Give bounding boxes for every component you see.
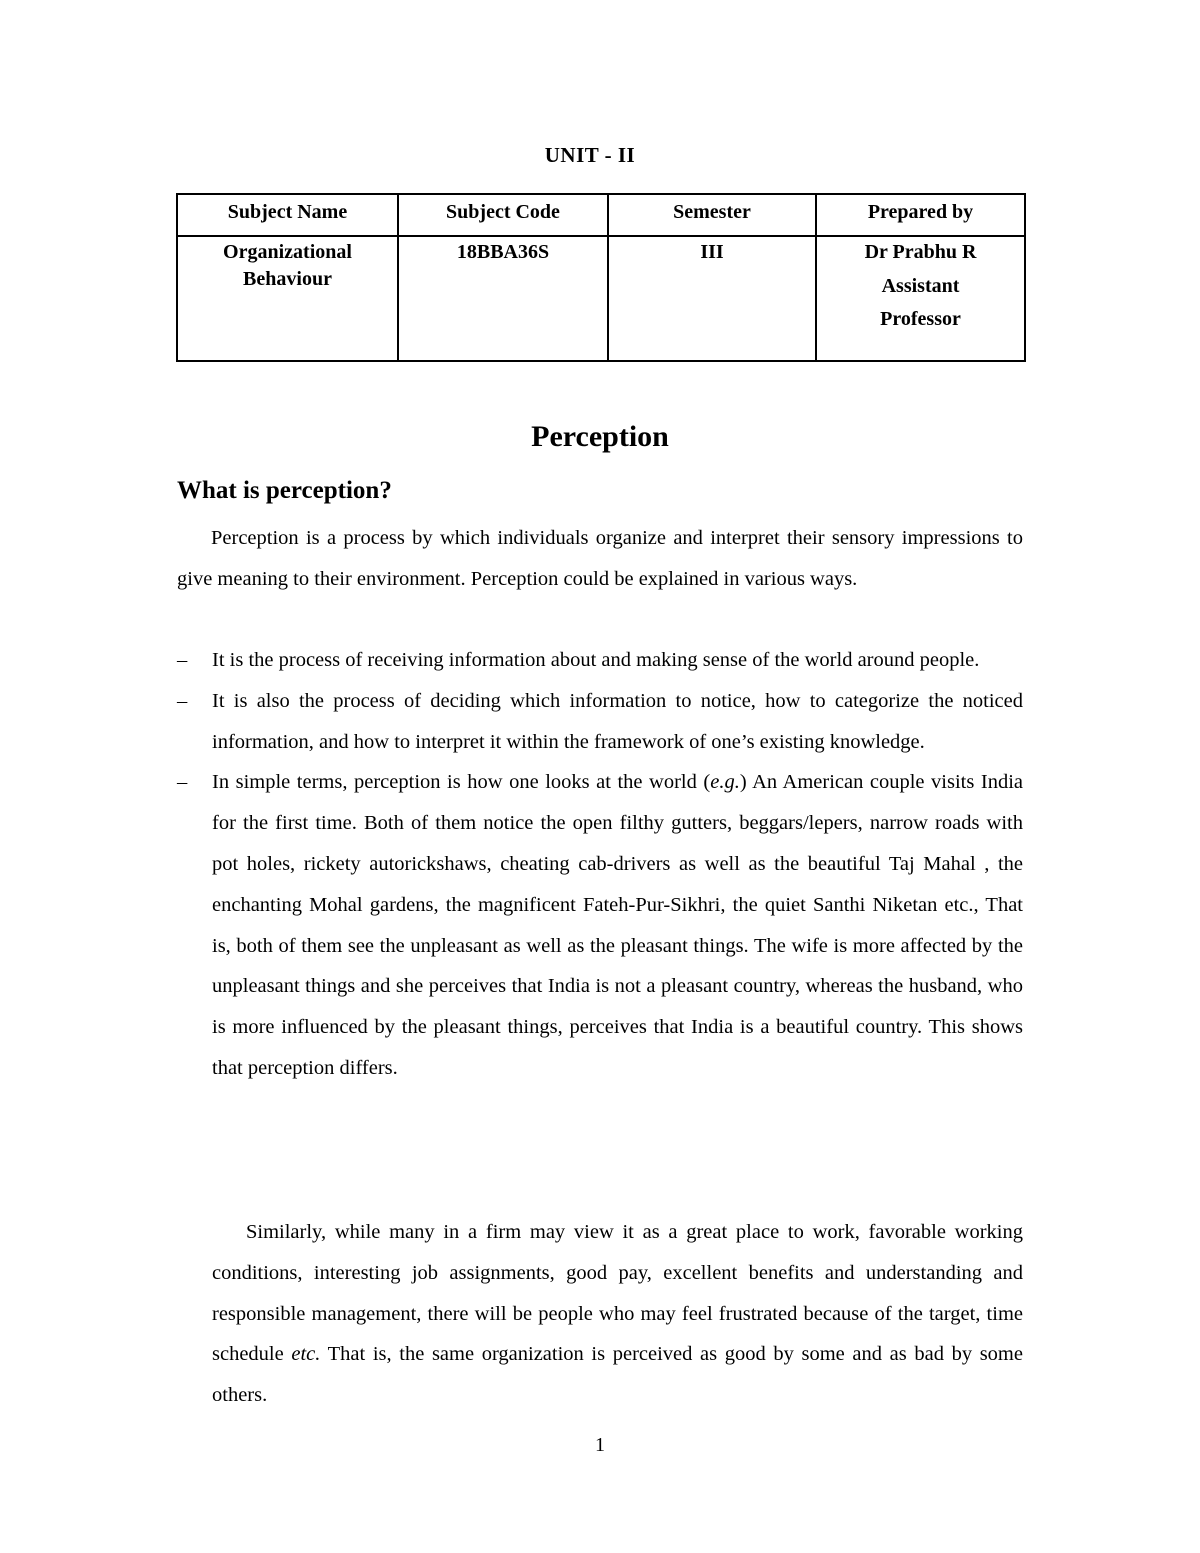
subject-info-table: [176, 193, 1026, 362]
prepared-by-line1: Dr Prabhu R: [864, 241, 977, 263]
closing-text-italic: etc.: [291, 1343, 321, 1366]
bullet-text: It is also the process of deciding which information to notice, how to categorize the noticed information, and how to interpret it within the framework of one’s existing knowledge.: [212, 689, 1023, 753]
cell-prepared-by: [816, 236, 1025, 361]
bullet-text: It is the process of receiving information about and making sense of the world around people.: [212, 649, 980, 671]
closing-text-end: That is, the same organization is perceived as good by some and as bad by some others.: [212, 1343, 1023, 1407]
unit-title: UNIT - II: [544, 143, 636, 167]
table-row: [177, 236, 1025, 361]
subject-name-line2: Behaviour: [243, 268, 332, 290]
prepared-by-line3: Professor: [880, 308, 961, 330]
semester: III: [700, 241, 724, 263]
cell-subject-name: [177, 236, 398, 361]
dash-marker: –: [177, 649, 188, 671]
list-item: [177, 640, 1023, 681]
table-header-row: [177, 194, 1025, 236]
dash-marker: –: [177, 689, 188, 712]
header-subject-code: Subject Code: [398, 194, 608, 236]
header-semester: Semester: [608, 194, 816, 236]
page-number: 1: [595, 1434, 605, 1456]
list-item: [177, 762, 1023, 1088]
list-item: [177, 681, 1023, 763]
header-prepared-by: Prepared by: [816, 194, 1025, 236]
closing-text-start: Similarly, while many in a firm may view it as a great place to work, favorable working conditions, interesting job assignments, good pay, excellent benefits and understanding and responsible management, there will be people who may feel frustrated because of the target, time schedule: [212, 1221, 1023, 1366]
bullet-text-start: In simple terms, perception is how one looks at the world (: [212, 771, 711, 794]
bullet-list: [177, 640, 1023, 1089]
header-subject-name: Subject Name: [177, 194, 398, 236]
intro-paragraph: Perception is a process by which individuals organize and interpret their sensory impressions to give meaning to their environment. Perception could be explained in various ways.: [177, 527, 1023, 590]
closing-paragraph: [212, 1212, 1023, 1416]
dash-marker: –: [177, 771, 188, 794]
bullet-text-end: ) An American couple visits India for the first time. Both of them notice the open filthy gutters, beggars/lepers, narrow roads with pot holes, rickety autorickshaws, cheating cab-drivers as well as the beautiful Taj Mahal , the enchanting Mohal gardens, the magnificent Fateh-Pur-Sikhri, the quiet Santhi Niketan etc., That is, both of them see the unpleasant as well as the pleasant things. The wife is more affected by the unpleasant things and she perceives that India is not a pleasant country, whereas the husband, who is more influenced by the pleasant things, perceives that India is a beautiful country. This shows that perception differs.: [212, 771, 1024, 1079]
cell-subject-code: [398, 236, 608, 361]
cell-semester: [608, 236, 816, 361]
main-heading: Perception: [531, 420, 669, 453]
bullet-text-italic: e.g.: [710, 771, 740, 794]
section-heading: What is perception?: [177, 477, 392, 504]
subject-code: 18BBA36S: [456, 241, 550, 263]
prepared-by-line2: Assistant: [881, 275, 960, 297]
subject-name-line1: Organizational: [223, 241, 352, 263]
